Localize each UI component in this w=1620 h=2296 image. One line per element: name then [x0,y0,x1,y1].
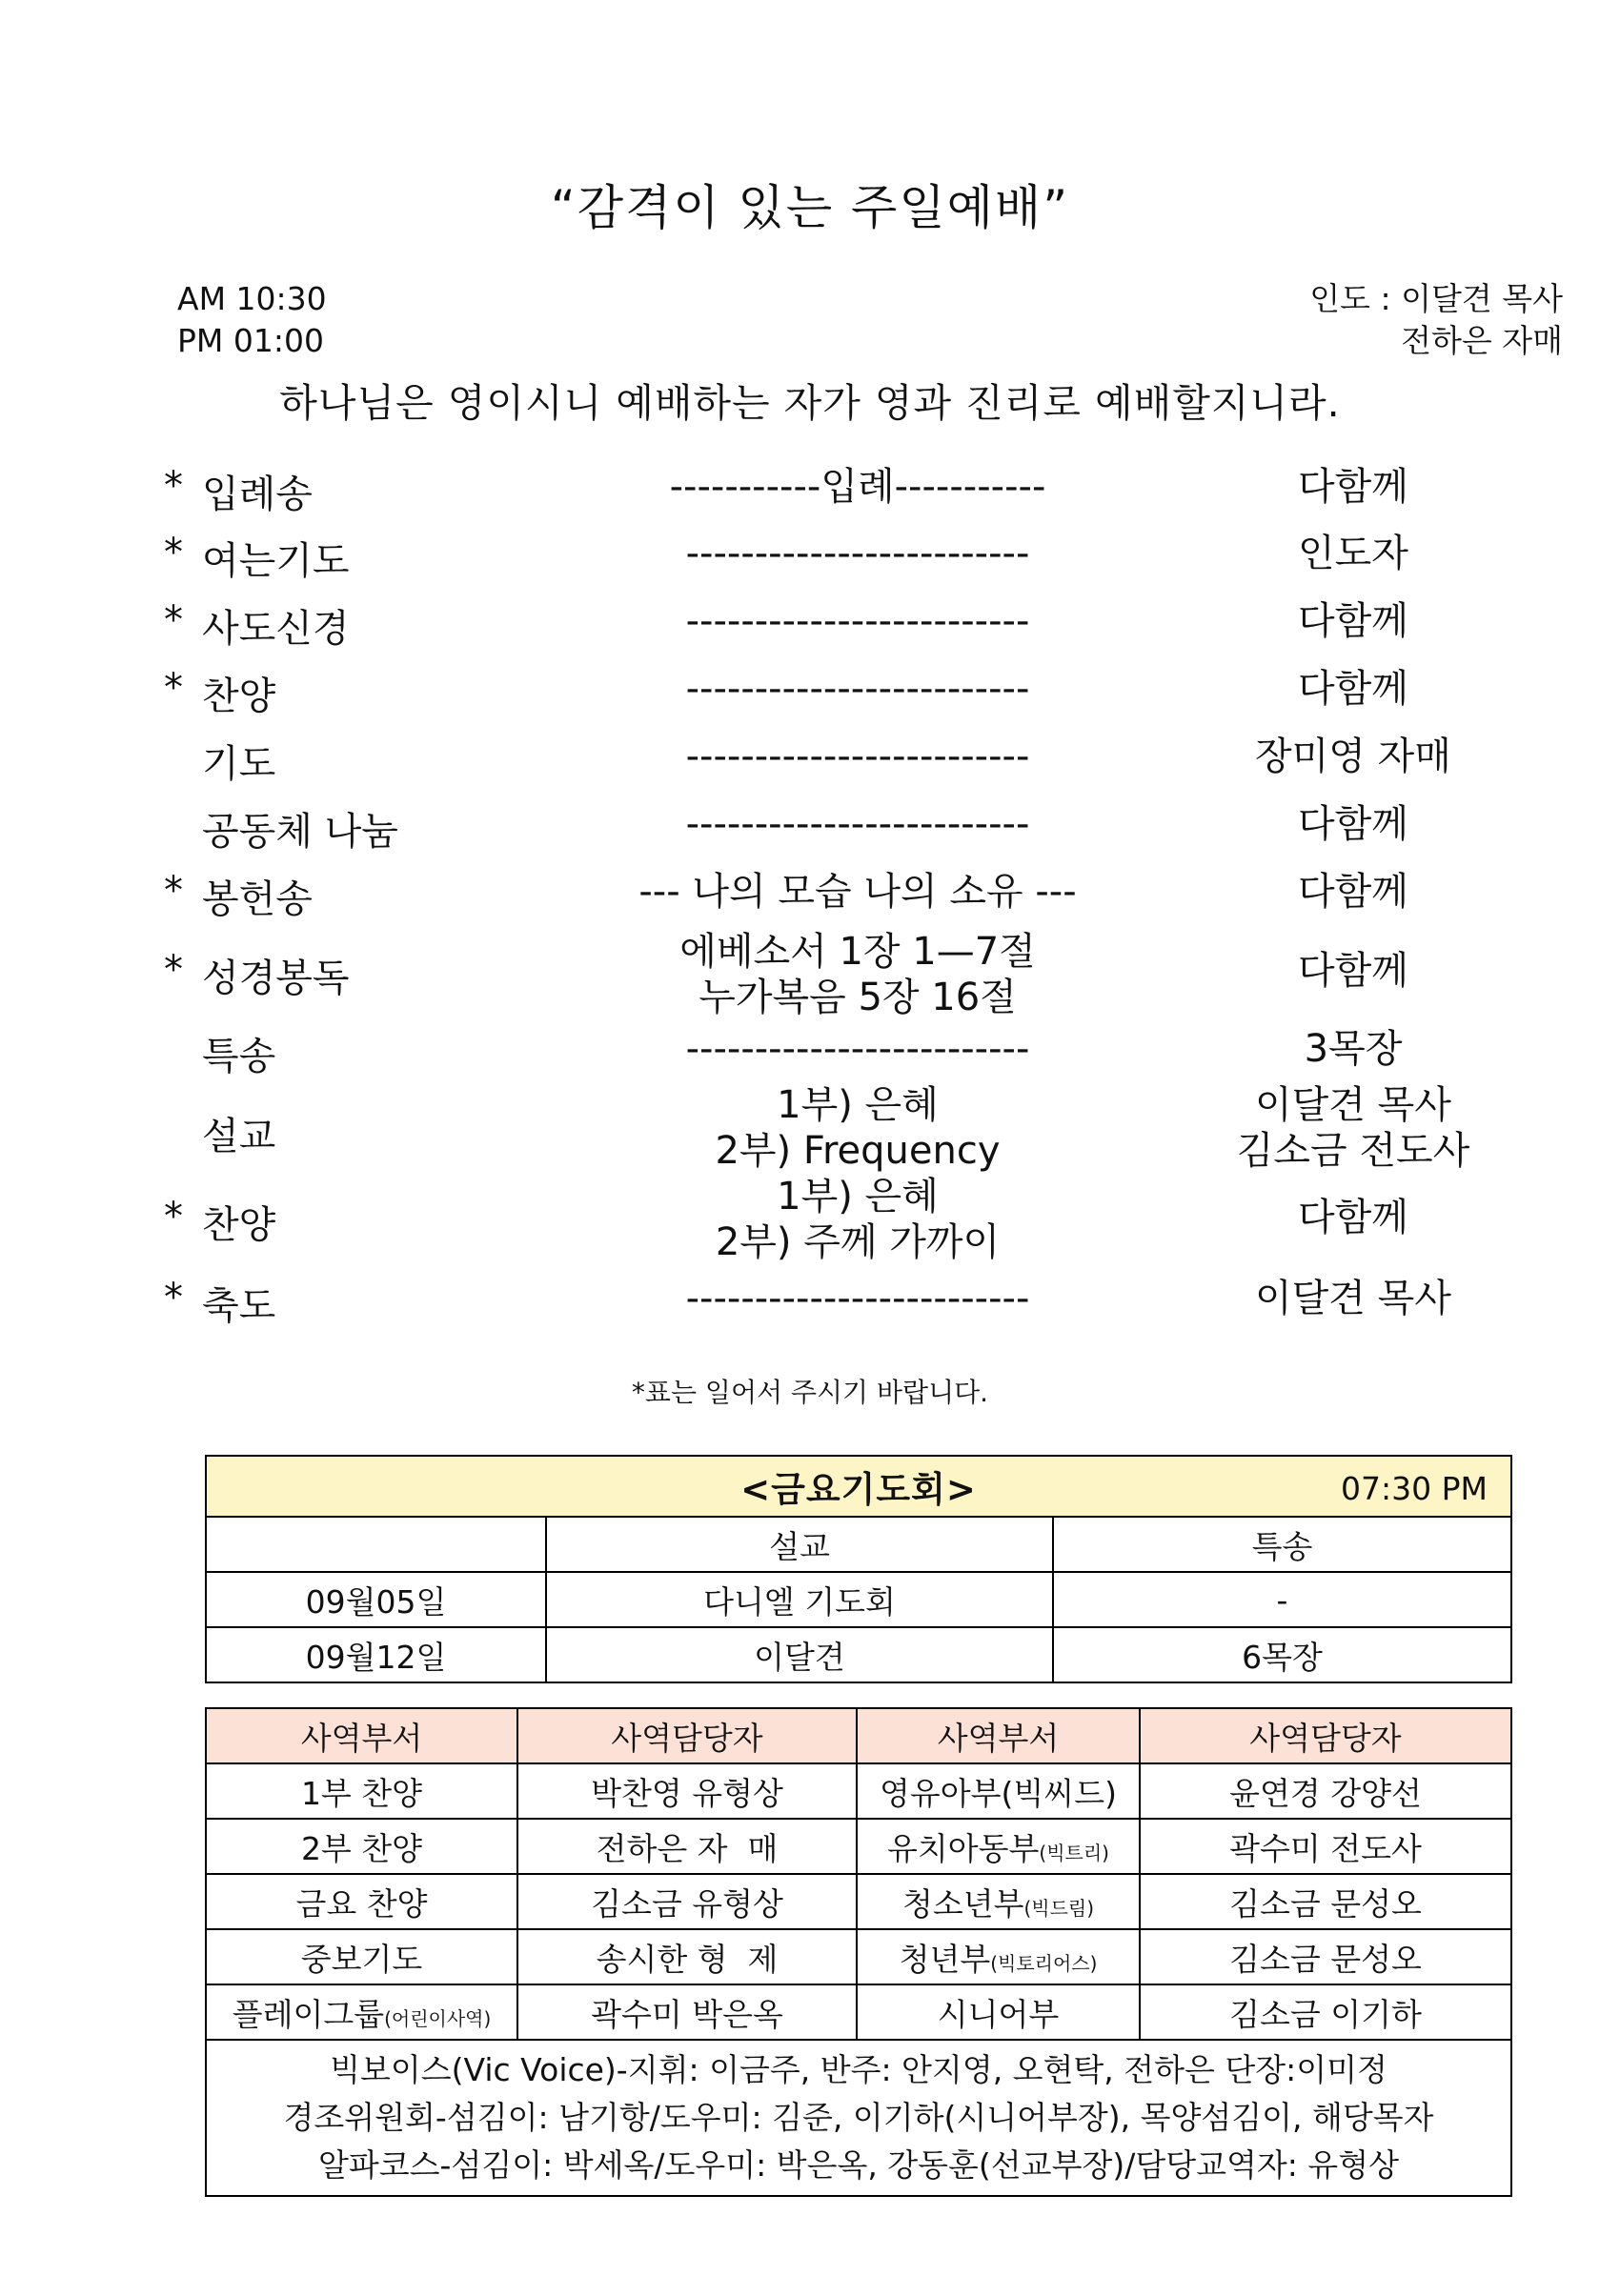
sermon-cell: 다니엘 기도회 [546,1572,1053,1627]
staff-cell: 김소금 유형상 [517,1874,857,1929]
service-times [177,278,327,362]
department-cell: 플레이그룹(어린이사역) [206,1984,517,2040]
leader: 인도 : 이달견 목사 [1309,280,1563,317]
column-header: 사역담당자 [517,1708,857,1763]
ministry-table [205,1707,1512,2197]
order-item-leader: 다함께 [1298,949,1408,993]
column-header: 사역부서 [857,1708,1140,1763]
order-item-detail: ------------------------- [685,599,1030,643]
table-row [206,1572,1511,1627]
order-item-leader: 다함께 [1298,667,1408,711]
order-item-leader: 인도자 [1298,532,1408,575]
order-item-name: 설교 [202,1115,276,1158]
order-item-detail: 에베소서 1장 1—7절 누가복음 5장 16절 [679,930,1036,1019]
staff-cell: 곽수미 박은옥 [517,1984,857,2040]
table-row [206,1763,1511,1819]
friday-header [206,1456,1511,1517]
table-cell [206,1517,546,1572]
ministry-notes [206,2040,1511,2196]
special-cell: - [1053,1572,1511,1627]
order-item-detail: ------------------------- [685,735,1030,778]
order-item-detail: ------------------------- [685,1277,1030,1320]
standing-marker: * [164,1195,183,1239]
time-pm: PM 01:00 [177,322,324,359]
order-item-leader: 장미영 자매 [1255,735,1451,778]
department-cell: 시니어부 [857,1984,1140,2040]
staff-cell: 김소금 이기하 [1140,1984,1511,2040]
table-row [206,1627,1511,1682]
order-item-detail: 1부) 은혜 2부) 주께 가까이 [715,1175,1001,1264]
ministry-header-row [206,1708,1511,1763]
staff-cell: 박찬영 유형상 [517,1763,857,1819]
order-item-detail: --- 나의 모습 나의 소유 --- [638,870,1077,914]
department-cell: 금요 찬양 [206,1874,517,1929]
column-header-sermon: 설교 [546,1517,1053,1572]
standing-note: *표는 일어서 주시기 바랍니다. [631,1377,989,1408]
standing-marker: * [164,666,183,710]
order-item-leader: 3목장 [1304,1027,1403,1071]
sermon-cell: 이달견 [546,1627,1053,1682]
staff-cell: 전하은 자 매 [517,1819,857,1874]
time-am: AM 10:30 [177,280,327,317]
order-item-name: 특송 [202,1035,276,1078]
department-cell: 1부 찬양 [206,1763,517,1819]
column-header: 사역부서 [206,1708,517,1763]
standing-marker: * [164,1276,183,1319]
standing-marker: * [164,598,183,642]
standing-marker: * [164,464,183,508]
order-item-leader: 이달견 목사 [1255,1277,1451,1320]
department-cell: 영유아부(빅씨드) [857,1763,1140,1819]
order-item-detail: ------------------------- [685,1027,1030,1071]
department-cell: 청년부(빅토리어스) [857,1929,1140,1984]
order-item-detail: -----------입례----------- [669,465,1046,509]
table-row [206,1929,1511,1984]
condolence-committee-note: 경조위원회-섬김이: 남기항/도우미: 김준, 이기하(시니어부장), 목양섬김이, 해당목자 [283,2099,1434,2136]
order-item-leader: 이달견 목사 김소금 전도사 [1236,1083,1470,1173]
department-cell: 청소년부(빅드림) [857,1874,1140,1929]
order-item-name: 성경봉독 [202,957,350,1000]
table-row [206,1517,1511,1572]
column-header-special: 특송 [1053,1517,1511,1572]
staff-cell: 윤연경 강양선 [1140,1763,1511,1819]
order-item-name: 축도 [202,1284,276,1328]
alpha-course-note: 알파코스-섬김이: 박세옥/도우미: 박은옥, 강동훈(선교부장)/담당교역자: 유형상 [318,2146,1399,2184]
friday-header-row [206,1456,1511,1517]
choir-note: 빅보이스(Vic Voice)-지휘: 이금주, 반주: 안지영, 오현탁, 전하은 단장:이미정 [330,2051,1387,2088]
standing-marker: * [164,531,183,574]
staff-cell: 곽수미 전도사 [1140,1819,1511,1874]
ministry-notes-row [206,2040,1511,2196]
department-cell: 2부 찬양 [206,1819,517,1874]
column-header: 사역담당자 [1140,1708,1511,1763]
order-item-name: 찬양 [202,675,276,718]
friday-time: 07:30 PM [1341,1470,1488,1507]
order-item-leader: 다함께 [1298,1196,1408,1239]
service-leaders [1309,278,1563,362]
standing-marker: * [164,869,183,913]
order-item-name: 여는기도 [202,539,350,583]
order-item-detail: ------------------------- [685,532,1030,575]
department-cell: 중보기도 [206,1929,517,1984]
order-item-name: 기도 [202,742,276,786]
order-item-leader: 다함께 [1298,465,1408,509]
table-row [206,1819,1511,1874]
special-cell: 6목장 [1053,1627,1511,1682]
staff-cell: 송시한 형 제 [517,1929,857,1984]
friday-title: <금요기도회> [740,1469,977,1510]
order-item-detail: ------------------------- [685,667,1030,711]
order-item-name: 사도신경 [202,607,350,651]
order-item-name: 찬양 [202,1203,276,1247]
scripture-verse: 하나님은 영이시니 예배하는 자가 영과 진리로 예배할지니라. [279,380,1341,426]
service-title: “감격이 있는 주일예배” [550,180,1070,235]
date-cell: 09월05일 [206,1572,546,1627]
order-item-leader: 다함께 [1298,870,1408,914]
order-item-name: 입례송 [202,473,313,516]
accompanist: 전하은 자매 [1401,322,1563,359]
date-cell: 09월12일 [206,1627,546,1682]
department-cell: 유치아동부(빅트리) [857,1819,1140,1874]
friday-prayer-table [205,1455,1512,1683]
table-row [206,1874,1511,1929]
staff-cell: 김소금 문성오 [1140,1874,1511,1929]
order-item-name: 공동체 나눔 [202,810,398,854]
order-item-name: 봉헌송 [202,877,313,921]
order-item-detail: 1부) 은혜 2부) Frequency [715,1083,1001,1173]
order-item-leader: 다함께 [1298,802,1408,846]
staff-cell: 김소금 문성오 [1140,1929,1511,1984]
order-item-leader: 다함께 [1298,599,1408,643]
standing-marker: * [164,948,183,992]
order-item-detail: ------------------------- [685,802,1030,846]
table-row [206,1984,1511,2040]
